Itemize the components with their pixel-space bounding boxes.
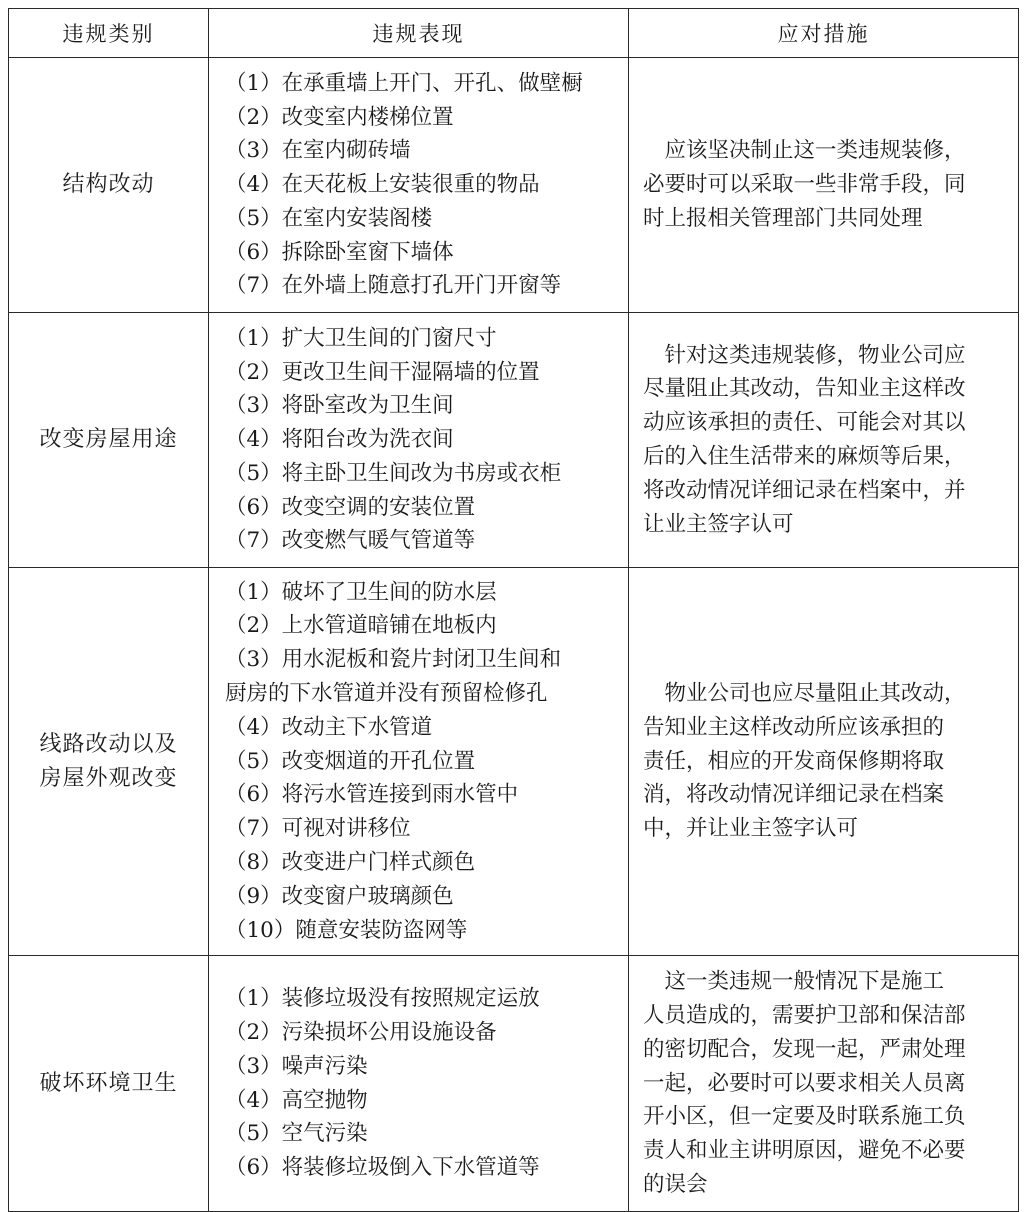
measure-line: 的误会 bbox=[643, 1171, 708, 1197]
list-item: （6）改变空调的安装位置 bbox=[225, 494, 476, 520]
measure-line: 开小区，但一定要及时联系施工负 bbox=[643, 1104, 966, 1130]
table-row bbox=[9, 58, 1019, 313]
measure-line: 动应该承担的责任、可能会对其以 bbox=[643, 410, 966, 436]
list-item: （6）将污水管连接到雨水管中 bbox=[225, 782, 519, 808]
category-cell bbox=[9, 313, 209, 568]
header-measures: 应对措施 bbox=[629, 9, 1019, 58]
list-item: （9）改变窗户玻璃颜色 bbox=[225, 883, 454, 909]
list-item: （10）随意安装防盗网等 bbox=[225, 917, 468, 943]
measure-line: 后的入住生活带来的麻烦等后果， bbox=[643, 444, 966, 469]
category-cell bbox=[9, 568, 209, 956]
measure-line: 一起，必要时可以要求相关人员离 bbox=[643, 1070, 966, 1096]
list-item: （4）高空抛物 bbox=[225, 1087, 368, 1113]
measure-line: 中，并让业主签字认可 bbox=[643, 816, 859, 842]
list-item: （3）用水泥板和瓷片封闭卫生间和 bbox=[225, 647, 562, 673]
violation-table bbox=[8, 8, 1019, 1212]
table-row bbox=[9, 956, 1019, 1212]
list-item: （2）改变室内楼梯位置 bbox=[225, 104, 454, 130]
category-cell bbox=[9, 956, 209, 1212]
list-item-continuation: 厨房的下水管道并没有预留检修孔 bbox=[225, 681, 548, 706]
items-cell bbox=[209, 568, 629, 956]
header-manifestation: 违规表现 bbox=[209, 9, 629, 58]
list-item: （4）在天花板上安装很重的物品 bbox=[225, 172, 540, 198]
list-item: （7）在外墙上随意打孔开门开窗等 bbox=[225, 273, 562, 299]
list-item: （2）上水管道暗铺在地板内 bbox=[225, 613, 497, 639]
measure-line: 尽量阻止其改动，告知业主这样改 bbox=[643, 376, 966, 402]
measures-cell bbox=[629, 568, 1019, 956]
list-item: （5）空气污染 bbox=[225, 1121, 368, 1147]
measure-line: 必要时可以采取一些非常手段，同 bbox=[643, 172, 966, 198]
list-item: （3）噪声污染 bbox=[225, 1053, 368, 1079]
list-item: （4）将阳台改为洗衣间 bbox=[225, 427, 454, 453]
list-item: （5）在室内安装阁楼 bbox=[225, 205, 433, 231]
measures-cell bbox=[629, 956, 1019, 1212]
list-item: （5）将主卧卫生间改为书房或衣柜 bbox=[225, 460, 562, 486]
list-item: （2）污染损坏公用设施设备 bbox=[225, 1019, 497, 1045]
category-text: 破坏环境卫生 bbox=[39, 1070, 178, 1096]
measure-line: 这一类违规一般情况下是施工 bbox=[664, 969, 945, 995]
category-text: 改变房屋用途 bbox=[39, 427, 178, 452]
measure-line: 针对这类违规装修，物业公司应 bbox=[664, 342, 966, 368]
table-row bbox=[9, 568, 1019, 956]
list-item: （7）改变燃气暖气管道等 bbox=[225, 528, 476, 554]
measure-line: 让业主签字认可 bbox=[643, 511, 794, 537]
header-category: 违规类别 bbox=[9, 9, 209, 58]
list-item: （3）在室内砌砖墙 bbox=[225, 138, 411, 164]
list-item: （1）装修垃圾没有按照规定运放 bbox=[225, 986, 540, 1012]
list-item: （8）改变进户门样式颜色 bbox=[225, 849, 476, 875]
measures-cell bbox=[629, 58, 1019, 313]
measure-line: 消，将改动情况详细记录在档案 bbox=[643, 782, 945, 808]
list-item: （7）可视对讲移位 bbox=[225, 816, 411, 842]
measure-line: 责人和业主讲明原因，避免不必要 bbox=[643, 1138, 966, 1164]
list-item: （1）扩大卫生间的门窗尺寸 bbox=[225, 325, 497, 351]
category-text: 房屋外观改变 bbox=[39, 765, 178, 791]
measure-line: 物业公司也应尽量阻止其改动， bbox=[664, 681, 966, 706]
measure-line: 的密切配合，发现一起，严肃处理 bbox=[643, 1036, 966, 1062]
header-row bbox=[9, 9, 1019, 58]
measures-cell bbox=[629, 313, 1019, 568]
items-cell bbox=[209, 58, 629, 313]
category-cell bbox=[9, 58, 209, 313]
list-item: （6）将装修垃圾倒入下水管道等 bbox=[225, 1155, 540, 1181]
measure-line: 应该坚决制止这一类违规装修， bbox=[664, 138, 966, 164]
list-item: （3）将卧室改为卫生间 bbox=[225, 393, 454, 419]
measure-line: 告知业主这样改动所应该承担的 bbox=[643, 714, 945, 740]
list-item: （5）改变烟道的开孔位置 bbox=[225, 748, 476, 774]
table-row bbox=[9, 313, 1019, 568]
list-item: （4）改动主下水管道 bbox=[225, 714, 433, 740]
items-cell bbox=[209, 956, 629, 1212]
list-item: （2）更改卫生间干湿隔墙的位置 bbox=[225, 359, 540, 385]
measure-line: 时上报相关管理部门共同处理 bbox=[643, 205, 923, 231]
measure-line: 人员造成的，需要护卫部和保洁部 bbox=[643, 1003, 966, 1028]
items-cell bbox=[209, 313, 629, 568]
list-item: （1）在承重墙上开门、开孔、做壁橱 bbox=[225, 70, 583, 96]
list-item: （6）拆除卧室窗下墙体 bbox=[225, 239, 454, 265]
category-text: 结构改动 bbox=[62, 172, 155, 197]
list-item: （1）破坏了卫生间的防水层 bbox=[225, 579, 497, 605]
measure-line: 将改动情况详细记录在档案中，并 bbox=[643, 477, 966, 503]
measure-line: 责任，相应的开发商保修期将取 bbox=[643, 748, 945, 774]
category-text: 线路改动以及 bbox=[39, 731, 178, 757]
